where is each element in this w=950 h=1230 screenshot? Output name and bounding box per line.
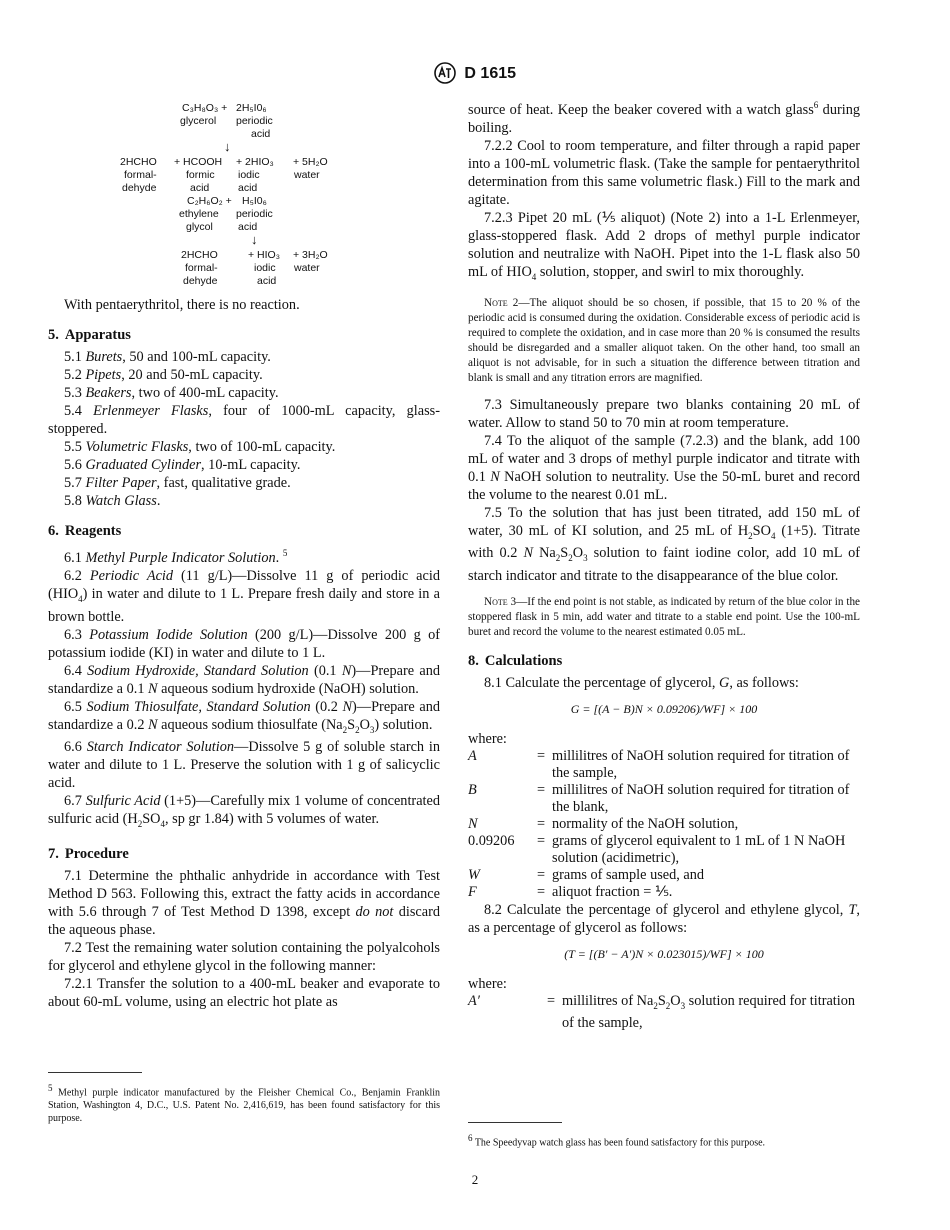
section-heading-procedure: 7. Procedure xyxy=(48,846,129,863)
section-heading-apparatus: 5. Apparatus xyxy=(48,327,131,343)
page-header xyxy=(0,62,950,84)
paragraph-6-5: 6.5 Sodium Thiosulfate, Standard Solution (0.2 N)—Prepare and standardize a 0.2 N aqueous sodium thiosulfate $(Na_2S_2O_3)$ solution. xyxy=(48,698,441,735)
paragraph-6-7: 6.7 Sulfuric Acid (1+5)—Carefully mix 1 volume of concentrated sulfuric acid ($H_2SO_4$, sp gr 1.84) with 5 volumes of water. xyxy=(48,793,440,830)
chem-text: formal- xyxy=(124,169,157,181)
document-designation: D 1615 xyxy=(464,65,517,82)
chem-text: acid xyxy=(257,275,277,287)
reaction-arrow-icon: ↓ xyxy=(251,232,258,247)
paragraph-6-2: 6.2 Periodic Acid (11 g/L)—Dissolve 11 g of periodic acid $(HIO_4)$ in water and dilute to 1 L. Prepare fresh daily and store in a brown bottle. xyxy=(48,567,440,625)
chem-text: dehyde xyxy=(183,275,218,287)
chem-text: H₅I0₆ xyxy=(242,195,267,207)
paragraph-7-3: 7.3 Simultaneously prepare two blanks containing 20 mL of water. Allow to stand 50 to 70 min at room temperature. xyxy=(468,396,860,431)
chem-text: + 5H₂O xyxy=(293,156,328,168)
paragraph-7-5: 7.5 To the solution that has just been titrated, add 150 mL of water, 30 mL of KI solution, and 25 mL of $H_2SO_4$ (1+5). Titrate with 0.2 N $Na_2S_2O_3$ solution to faint iodine color, add 10 mL of starch indicator and titrate to the disappearance of the blue color. xyxy=(468,504,861,585)
footnote-ref: 5 xyxy=(282,548,288,558)
paragraph-7-2-1: 7.2.1 Transfer the solution to a 400-mL beaker and evaporate to about 60-mL volume, using an electric hot plate as xyxy=(48,976,440,1011)
chem-text: + 2HIO₃ xyxy=(236,156,274,168)
table-row: A′ = millilitres of $Na_2S_2O_3$ solution required for titration of the sample, xyxy=(468,993,856,1032)
paragraph-7-2-1-continued: source of heat. Keep the beaker covered with a watch glass$^6$ during boiling. xyxy=(468,100,860,136)
astm-logo-icon xyxy=(434,62,456,84)
list-item: 5.3 Beakers, two of 400-mL capacity. xyxy=(64,385,279,401)
chem-text: acid xyxy=(251,128,271,140)
chem-text: acid xyxy=(238,221,258,233)
reaction-equations xyxy=(48,96,440,292)
apparatus-list xyxy=(48,348,440,510)
paragraph-8-1: 8.1 Calculate the percentage of glycerol, G, as follows: xyxy=(484,675,799,692)
paragraph-6-4: 6.4 Sodium Hydroxide, Standard Solution (0.1 N)—Prepare and standardize a 0.1 N aqueous sodium hydroxide (NaOH) solution. xyxy=(48,662,440,697)
paragraph-no-reaction: With pentaerythritol, there is no reaction. xyxy=(64,297,300,313)
chem-text: 2H₅I0₆ xyxy=(236,102,267,114)
where-label: where: xyxy=(468,976,507,993)
note-3: Note 3—If the end point is not stable, as indicated by return of the blue color in the stoppered flask in 5 min, add water and titrate to a stable end point. Use the 100-mL buret and record the volume to the nearest estimated 0.05 mL. xyxy=(468,596,860,639)
chem-text: dehyde xyxy=(122,182,157,194)
list-item: 5.5 Volumetric Flasks, two of 100-mL capacity. xyxy=(64,439,336,455)
page-number: 2 xyxy=(471,1172,479,1187)
left-column xyxy=(48,96,440,1011)
chem-text: glycol xyxy=(186,221,213,233)
chem-text: 2HCHO xyxy=(120,156,157,168)
chem-text: 2HCHO xyxy=(181,249,218,261)
chem-text: formal- xyxy=(185,262,218,274)
table-row: F = aliquot fraction = ⅕. xyxy=(468,884,673,901)
chem-text: + 3H₂O xyxy=(293,249,328,261)
definitions-table xyxy=(468,748,860,901)
footnote-5: $^5$ Methyl purple indicator manufactured by the Fleisher Chemical Co., Benjamin Franklin Station, Washington 4, D.C., U.S. Patent No. 2,416,619, has been found satisfactory for this purpose. xyxy=(48,1083,440,1125)
section-heading-reagents: 6. Reagents xyxy=(48,523,122,539)
chem-text: + HIO₃ xyxy=(248,249,280,261)
paragraph-7-2-3: 7.2.3 Pipet 20 mL (⅕ aliquot) (Note 2) into a 1-L Erlenmeyer, glass-stoppered flask. Add 2 drops of methyl purple indicator solution and neutralize with NaOH. Pipet into the 1-L flask also 50 mL of $HIO_4$ solution, stopper, and swirl to mix thoroughly. xyxy=(468,209,860,282)
list-item: 5.1 Burets, 50 and 100-mL capacity. xyxy=(64,349,271,365)
paragraph-6-6: 6.6 Starch Indicator Solution—Dissolve 5 g of soluble starch in water and dilute to 1 L. Preserve the solution with 1 g of salicyclic acid. xyxy=(48,739,441,792)
chem-text: C₃H₈O₃ + xyxy=(182,102,228,114)
footnote-6: $^6$ The Speedyvap watch glass has been found satisfactory for this purpose. xyxy=(468,1133,766,1149)
chem-text: formic xyxy=(186,169,215,181)
section-heading-calculations: 8. Calculations xyxy=(468,653,563,670)
table-row: 0.09206 = grams of glycerol equivalent to 1 mL of 1 N NaOH solution (acidimetric), xyxy=(468,833,846,867)
reaction-arrow-icon: ↓ xyxy=(224,139,231,154)
list-item: 5.7 Filter Paper, fast, qualitative grade. xyxy=(64,475,291,491)
definitions-table-2 xyxy=(468,993,860,1032)
note-2: Note 2—The aliquot should be so chosen, if possible, that 15 to 20 % of the periodic acid is consumed during the oxidation. Considerable excess of periodic acid is required to complete the oxidation, and in case more than 20 % is consumed the results should be disregarded and a smaller aliquot taken. On the other hand, too small an aliquot is not advisable, for in such a situation the difference between titration and blank is small and any titration errors are magnified. xyxy=(468,296,860,384)
chem-text: periodic xyxy=(236,208,273,220)
paragraph-6-3: 6.3 Potassium Iodide Solution (200 g/L)—Dissolve 200 g of potassium iodide (KI) in water and dilute to 1 L. xyxy=(48,626,441,661)
paragraph-6-1: 6.1 Methyl Purple Indicator Solution. $^5$ xyxy=(64,548,288,566)
chem-text: acid xyxy=(238,182,258,194)
paragraph-7-1: 7.1 Determine the phthalic anhydride in accordance with Test Method D 563. Following this, extract the fatty acids in accordance with 5.6 through 7 of Test Method D 1398, except do not discard the aqueous phase. xyxy=(48,868,440,939)
table-row: A = millilitres of NaOH solution required for titration of the sample, xyxy=(468,748,850,782)
chem-text: C₂H₆O₂ + xyxy=(187,195,232,207)
list-item: 5.8 Watch Glass. xyxy=(64,493,161,509)
formula-glycerol-ethylene-glycol: (T = [(B′ − A′)N × 0.023015)/WF] × 100 xyxy=(564,947,764,962)
footnote-ref: 6 xyxy=(813,100,819,110)
paragraph-7-2: 7.2 Test the remaining water solution containing the polyalcohols for glycerol and ethylene glycol in the following manner: xyxy=(48,940,440,975)
list-item: 5.4 Erlenmeyer Flasks, four of 1000-mL capacity, glass-stoppered. xyxy=(48,403,440,437)
paragraph-8-2: 8.2 Calculate the percentage of glycerol and ethylene glycol, T, as a percentage of glycerol as follows: xyxy=(468,902,860,937)
paragraph-7-2-2: 7.2.2 Cool to room temperature, and filter through a rapid paper into a 100-mL volumetric flask. (Take the sample for pentaerythritol determination from this same volumetric flask.) Fill to the mark and agitate. xyxy=(468,137,860,208)
chem-text: iodic xyxy=(254,262,276,274)
formula-glycerol: G = [(A − B)N × 0.09206)/WF] × 100 xyxy=(570,702,758,717)
list-item: 5.6 Graduated Cylinder, 10-mL capacity. xyxy=(64,457,301,473)
chem-text: acid xyxy=(190,182,210,194)
chem-text: + HCOOH xyxy=(174,156,223,168)
table-row: W = grams of sample used, and xyxy=(468,867,705,884)
chem-text: water xyxy=(294,169,320,181)
footnote-divider xyxy=(48,1072,142,1073)
chem-text: iodic xyxy=(238,169,260,181)
paragraph-7-4: 7.4 To the aliquot of the sample (7.2.3) and the blank, add 100 mL of water and 3 drops of methyl purple indicator and titrate with 0.1 N NaOH solution to neutrality. Use the 50-mL buret and record the volume to the nearest 0.01 mL. xyxy=(468,432,860,503)
chem-text: ethylene xyxy=(179,208,219,220)
footnote-divider xyxy=(468,1122,562,1123)
list-item: 5.2 Pipets, 20 and 50-mL capacity. xyxy=(64,367,263,383)
chem-text: glycerol xyxy=(180,115,217,127)
chem-text: water xyxy=(294,262,320,274)
chem-text: periodic xyxy=(236,115,273,127)
right-column xyxy=(468,96,860,1032)
where-label: where: xyxy=(468,731,507,748)
table-row: B = millilitres of NaOH solution required for titration of the blank, xyxy=(468,782,850,816)
table-row: N = normality of the NaOH solution, xyxy=(468,816,739,833)
